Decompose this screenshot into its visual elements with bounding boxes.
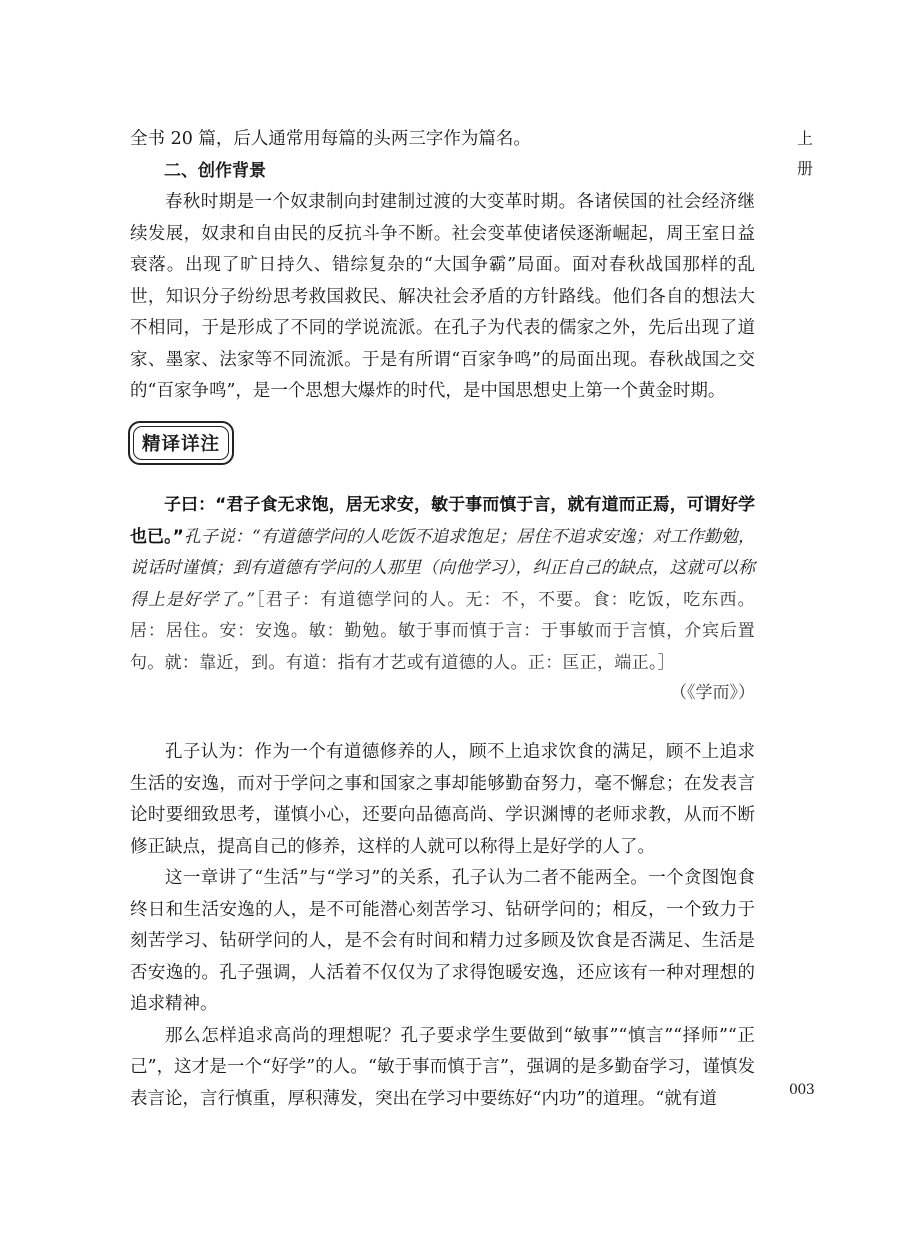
badge-label: 精译详注 [141,434,220,455]
quote-block [130,490,755,679]
section-badge [128,421,234,465]
background-paragraph: 春秋时期是一个奴隶制向封建制过渡的大变革时期。各诸侯国的社会经济继续发展，奴隶和自由民的反抗斗争不断。社会变革使诸侯逐渐崛起，周王室日益衰落。出现了旷日持久、错综复杂的“大国争霸”局面。面对春秋战国那样的乱世，知识分子纷纷思考救国救民、解决社会矛盾的方针路线。他们各自的想法大不相同，于是形成了不同的学说流派。在孔子为代表的儒家之外，先后出现了道家、墨家、法家等不同流派。于是有所谓“百家争鸣”的局面出现。春秋战国之交的“百家争鸣”，是一个思想大爆炸的时代，是中国思想史上第一个黄金时期。 [130,192,755,401]
intro-section [130,124,755,408]
quote-source: （《学而》） [670,683,755,703]
commentary-paragraph: 那么怎样追求高尚的理想呢？孔子要求学生要做到“敏事”“慎言”“择师”“正己”，这才是一个“好学”的人。“敏于事而慎于言”，强调的是多勤奋学习，谨慎发表言论，言行慎重，厚积薄发，突出在学习中要练好“内功”的道理。“就有道 [130,1025,755,1109]
commentary-section [130,737,755,1115]
volume-label: 上册 [796,129,813,178]
quote-original: 子曰：“君子食无求饱，居无求安，敏于事而慎于言，就有道而正焉，可谓好学也已。” [130,495,755,547]
quote-notes: ［君子：有道德学问的人。无：不，不要。食：吃饭，吃东西。居：居住。安：安逸。敏：勤勉。敏于事而慎于言：于事敏而于言慎，介宾后置句。就：靠近，到。有道：指有才艺或有道德的人。正：匡正，端正。］ [130,589,755,673]
page-number: 003 [789,1082,815,1098]
commentary-paragraph: 孔子认为：作为一个有道德修养的人，顾不上追求饮食的满足，顾不上追求生活的安逸，而对于学问之事和国家之事却能够勤奋努力，毫不懈怠；在发表言论时要细致思考，谨慎小心，还要向品德高尚、学识渊博的老师求教，从而不断修正缺点，提高自己的修养，这样的人就可以称得上是好学的人了。 [130,742,755,857]
intro-line: 全书 20 篇，后人通常用每篇的头两三字作为篇名。 [130,129,531,149]
commentary-paragraph: 这一章讲了“生活”与“学习”的关系，孔子认为二者不能两全。一个贪图饱食终日和生活安逸的人，是不可能潜心刻苦学习、钻研学问的；相反，一个致力于刻苦学习、钻研学问的人，是不会有时间和精力过多顾及饮食是否满足、生活是否安逸的。孔子强调，人活着不仅仅为了求得饱暖安逸，还应该有一种对理想的追求精神。 [130,868,755,1014]
section-heading: 二、创作背景 [164,160,266,181]
quote-translation: 孔子说：“有道德学问的人吃饭不追求饱足；居住不追求安逸；对工作勤勉，说话时谨慎；到有道德有学问的人那里（向他学习），纠正自己的缺点，这就可以称得上是好学了。” [130,526,755,610]
